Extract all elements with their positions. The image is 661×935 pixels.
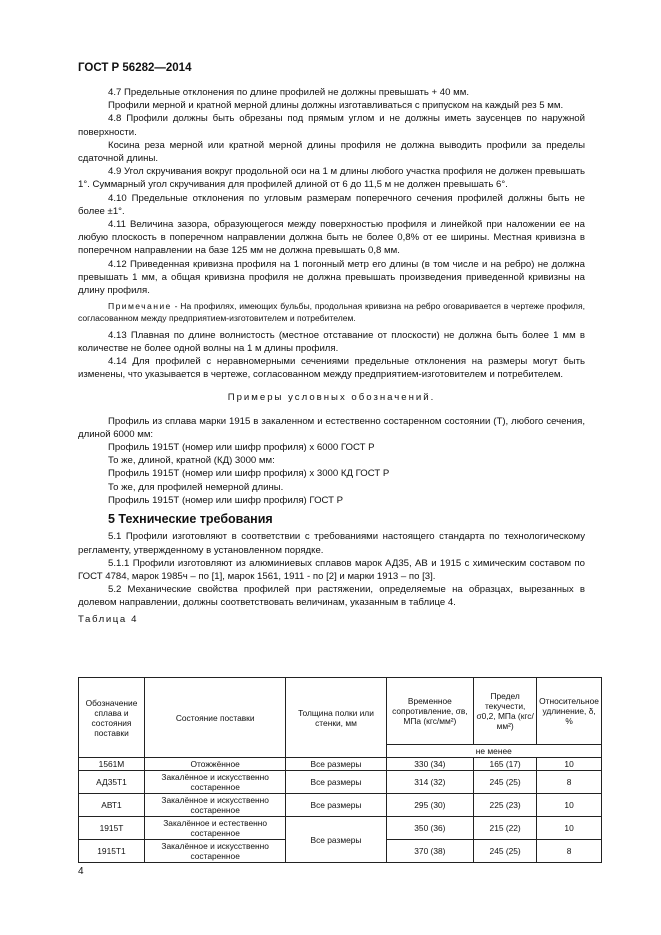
cell-yield: 245 (25) xyxy=(474,771,537,794)
table-label: Таблица 4 xyxy=(78,613,139,625)
cell-state: Закалённое и естественно состаренное xyxy=(144,817,285,840)
cell-alloy: 1561М xyxy=(79,758,145,771)
clause-5-1-1: 5.1.1 Профили изготовляют из алюминиевых сплавов марок АД35, АВ и 1915 с химическим составом по ГОСТ 4784, марок 1985ч – по [1], марок 1561, 1911 - по [2] и марки 1913 – по [3]. xyxy=(78,557,585,582)
clause-4-12: 4.12 Приведенная кривизна профиля на 1 погонный метр его длины (в том числе и на ребро) не должна превышать 1 мм, а общая кривизна профиля не должна превышать произведения приведенной кривизны на длину профиля. xyxy=(78,258,585,297)
table-row xyxy=(79,771,602,794)
cell-alloy: 1915Т xyxy=(79,817,145,840)
cell-elongation: 10 xyxy=(537,758,602,771)
example-line-1: Профиль 1915Т (номер или шифр профиля) х 6000 ГОСТ Р xyxy=(108,442,375,454)
clause-5-2: 5.2 Механические свойства профилей при растяжении, определяемые на образцах, вырезанных в долевом направлении, должны соответствовать величинам, указанным в таблице 4. xyxy=(78,584,585,609)
clause-5-1: 5.1 Профили изготовляют в соответствии с требованиями настоящего стандарта по технологическому регламенту, утвержденному в установленном порядке. xyxy=(78,531,585,556)
page-number: 4 xyxy=(78,866,84,877)
clause-4-13: 4.13 Плавная по длине волнистость (местное отставание от плоскости) не должна быть более 1 мм в количестве не более одной волны на 1 м длины профиля. xyxy=(78,329,585,354)
cell-state: Отожжённое xyxy=(144,758,285,771)
example-line-4: То же, для профилей немерной длины. xyxy=(108,481,284,493)
col-header-elongation: Относительное удлинение, δ, % xyxy=(537,678,602,745)
cell-alloy: АВТ1 xyxy=(79,794,145,817)
clause-4-9: 4.9 Угол скручивания вокруг продольной оси на 1 м длины любого участка профиля не должен превышать 1°. Суммарный угол скручивания для профилей длиной от 6 до 11,5 м не должен превышать 6°. xyxy=(78,166,585,191)
clause-4-7: 4.7 Предельные отклонения по длине профилей не должны превышать + 40 мм. xyxy=(108,87,470,98)
page-content xyxy=(78,86,585,626)
cell-alloy: АД35Т1 xyxy=(79,771,145,794)
cell-alloy: 1915Т1 xyxy=(79,840,145,863)
col-header-min: не менее xyxy=(386,745,601,758)
cell-state: Закалённое и искусственно состаренное xyxy=(144,771,285,794)
example-intro: Профиль из сплава марки 1915 в закаленном и естественно состаренном состоянии (Т), любого сечения, длиной 6000 мм: xyxy=(78,415,585,440)
cell-strength: 330 (34) xyxy=(386,758,474,771)
table-row xyxy=(79,758,602,771)
cell-strength: 350 (36) xyxy=(386,817,474,840)
cell-thickness: Все размеры xyxy=(286,771,386,794)
clause-4-11: 4.11 Величина зазора, образующегося между поверхностью профиля и линейкой при наложении ее на любую плоскость в поперечном направлении должна быть не более 0,8% от ее ширины. Местная кривизна в поперечном направлении на базе 125 мм не должна превышать 0,8 мм. xyxy=(78,219,585,257)
cell-yield: 215 (22) xyxy=(474,817,537,840)
example-line-5: Профиль 1915Т (номер или шифр профиля) ГОСТ Р xyxy=(108,494,344,506)
example-line-2: То же, длиной, кратной (КД) 3000 мм: xyxy=(108,455,275,467)
clause-4-7-cont: Профили мерной и кратной мерной длины должны изготавливаться с припуском на каждый рез 5 мм. xyxy=(108,100,564,112)
section-5-title: 5 Технические требования xyxy=(108,512,273,527)
col-header-state: Состояние поставки xyxy=(144,678,285,758)
cell-thickness: Все размеры xyxy=(286,758,386,771)
cell-elongation: 8 xyxy=(537,840,602,863)
cell-elongation: 10 xyxy=(537,794,602,817)
cell-yield: 165 (17) xyxy=(474,758,537,771)
cell-strength: 295 (30) xyxy=(386,794,474,817)
col-header-thickness: Толщина полки или стенки, мм xyxy=(286,678,386,758)
cell-elongation: 8 xyxy=(537,771,602,794)
cell-state: Закалённое и искусственно состаренное xyxy=(144,794,285,817)
mechanical-properties-table xyxy=(78,677,602,863)
note xyxy=(78,300,585,324)
examples-title: Примеры условных обозначений. xyxy=(227,392,436,404)
cell-yield: 245 (25) xyxy=(474,840,537,863)
clause-4-8: 4.8 Профили должны быть обрезаны под прямым углом и не должны иметь заусенцев по наружной поверхности. xyxy=(78,113,585,138)
clause-4-14: 4.14 Для профилей с неравномерными сечениями предельные отклонения на размеры могут быть изменены, что указывается в чертеже, согласованном между предприятием-изготовителем и потребителем. xyxy=(78,356,585,381)
cell-strength: 370 (38) xyxy=(386,840,474,863)
table-row xyxy=(79,794,602,817)
note-label: Примечание xyxy=(108,301,172,312)
cell-thickness: Все размеры xyxy=(286,817,386,863)
cell-state: Закалённое и искусственно состаренное xyxy=(144,840,285,863)
cell-strength: 314 (32) xyxy=(386,771,474,794)
cell-thickness: Все размеры xyxy=(286,794,386,817)
col-header-alloy: Обозначение сплава и состояния поставки xyxy=(79,678,145,758)
col-header-strength: Временное сопротивление, σв, МПа (кгс/мм²) xyxy=(386,678,474,745)
cell-yield: 225 (23) xyxy=(474,794,537,817)
cell-elongation: 10 xyxy=(537,817,602,840)
col-header-yield: Предел текучести, σ0,2, МПа (кгс/мм²) xyxy=(474,678,537,745)
note-text: - На профилях, имеющих бульбы, продольная кривизна на ребро оговаривается в чертеже профиля, согласованном между предприятием-изготовителем и потребителем. xyxy=(78,301,585,324)
clause-4-8-cont: Косина реза мерной или кратной мерной длины профиля не должна выводить профили за пределы сдаточной длины. xyxy=(78,139,585,165)
table-row xyxy=(79,817,602,840)
example-line-3: Профиль 1915Т (номер или шифр профиля) х 3000 КД ГОСТ Р xyxy=(108,468,390,480)
document-header: ГОСТ Р 56282—2014 xyxy=(78,62,192,74)
clause-4-10: 4.10 Предельные отклонения по угловым размерам поперечного сечения профилей должны быть не более ±1°. xyxy=(78,192,585,217)
